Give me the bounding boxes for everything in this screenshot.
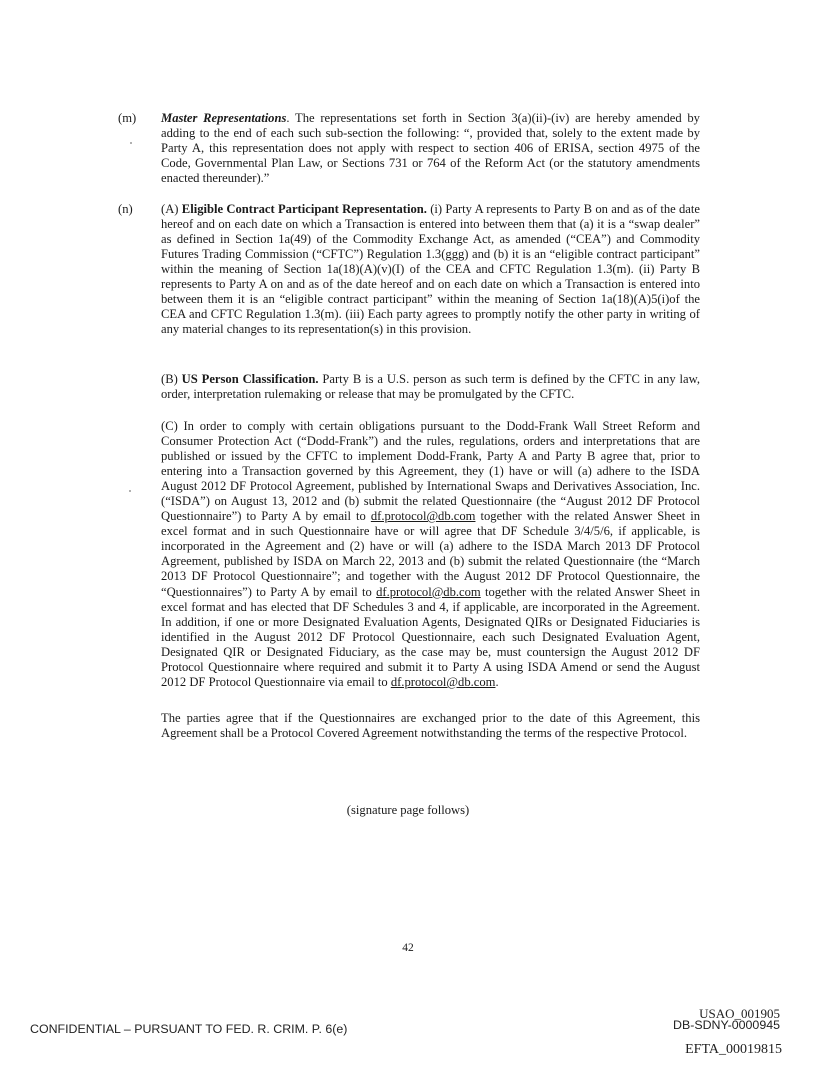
part-a-prefix: (A)	[161, 202, 182, 216]
efta-number: EFTA_00019815	[685, 1042, 782, 1057]
part-c-text-1: (C) In order to comply with certain obligations pursuant to the Dodd-Frank Wall Street Reform and Consumer Protection Act (“Dodd-Frank”) and the rules, regulations, orders and interpretations that are published or issued by the CFTC to implement Dodd-Frank, Party A and Party B agree that, prior to entering into a Transaction governed by this Agreement, they (1) have or will (a) adhere to the ISDA August 2012 DF Protocol Agreement, published by International Swaps and Derivatives Association, Inc. (“ISDA”) on August 13, 2012 and (b) submit the related Questionnaire (the “August 2012 DF Protocol Questionnaire”) to Party A by email to	[161, 419, 700, 524]
part-b-text: Party B is a U.S. person as such term is defined by the CFTC in any law, order, interpretation rulemaking or release that may be promulgated by the CFTC.	[161, 372, 700, 402]
confidential-footer: CONFIDENTIAL – PURSUANT TO FED. R. CRIM. P. 6(e)	[30, 1022, 348, 1036]
part-a-text: (i) Party A represents to Party B on and as of the date hereof and on each date on which a Transaction is entered into between them that (a) it is a “swap dealer” as defined in Section 1a(49) of the Commodity Exchange Act, as amended (“CEA”) and Commodity Futures Trading Commission (“CFTC”) Regulation 1.3(ggg) and (b) it is an “eligible contract participant” within the meaning of Section 1a(18)(A)(v)(I) of the CEA and CFTC Regulation 1.3(m). (ii) Party B represents to Party A on and as of the date hereof and on each date on which a Transaction is entered into between them it is an “eligible contract participant” within the meaning of Section 1a(18)(A)5(i)of the CEA and CFTC Regulation 1.3(m). (iii) Each party agrees to promptly notify the other party in writing of any material changes to its representation(s) in this provision.	[161, 202, 700, 337]
section-m-text	[161, 111, 700, 186]
part-b-prefix: (B)	[161, 372, 182, 386]
section-n-part-a	[161, 202, 700, 337]
section-m-marker: (m)	[118, 111, 137, 125]
section-n-part-b	[161, 372, 700, 402]
signature-note: (signature page follows)	[346, 803, 470, 817]
bates-usao: USAO_001905	[699, 1006, 780, 1021]
part-c-text-3: together with the related Answer Sheet in excel format and has elected that DF Schedules 3 and 4, if applicable, are incorporated in the Agreement. In addition, if one or more Designated Evaluation Agents, Designated QIRs or Designated Fiduciaries is identified in the August 2012 DF Protocol Questionnaire, each such Designated Evaluation Agent, Designated QIR or Designated Fiduciary, as the case may be, must countersign the August 2012 DF Protocol Questionnaire where required and submit it to Party A using ISDA Amend or send the August 2012 DF Protocol Questionnaire via email to	[161, 584, 700, 689]
section-n-marker: (n)	[118, 202, 133, 216]
part-b-heading: US Person Classification.	[181, 372, 319, 386]
email-link-2[interactable]: df.protocol@db.com	[376, 584, 481, 599]
part-a-heading: Eligible Contract Participant Representation.	[181, 202, 427, 216]
scan-speck	[129, 490, 131, 492]
section-m-body: . The representations set forth in Section 3(a)(ii)-(iv) are hereby amended by adding to the end of each such sub-section the following: “, provided that, solely to the extent made by Party A, this representation does not apply with respect to section 406 of ERISA, section 4975 of the Code, Governmental Plan Law, or Sections 731 or 764 of the Reform Act (or the statutory amendments enacted thereunder).”	[161, 111, 700, 186]
section-n-part-c	[161, 419, 700, 690]
email-link-1[interactable]: df.protocol@db.com	[370, 509, 476, 524]
part-c-text-2: together with the related Answer Sheet in excel format and in such Questionnaire have or will agree that DF Schedule 3/4/5/6, if applicable, is incorporated in the Agreement and (2) have or will (a) adhere to the ISDA March 2013 DF Protocol Agreement, published by ISDA on March 22, 2013 and (b) submit the related Questionnaire (the “March 2013 DF Protocol Questionnaire”; and together with the August 2012 DF Protocol Questionnaire, the “Questionnaires”) to Party A by email to	[161, 509, 700, 599]
part-c-end: .	[495, 674, 499, 689]
page-number: 42	[402, 942, 414, 954]
email-link-3[interactable]: df.protocol@db.com	[390, 674, 496, 689]
section-m-heading: Master Representations	[161, 111, 287, 125]
scan-speck	[130, 142, 132, 144]
bates-db: DB-SDNY-0000945	[673, 1018, 780, 1032]
section-n-closing: The parties agree that if the Questionnaires are exchanged prior to the date of this Agreement, this Agreement shall be a Protocol Covered Agreement notwithstanding the terms of the respective Protocol.	[161, 711, 700, 741]
